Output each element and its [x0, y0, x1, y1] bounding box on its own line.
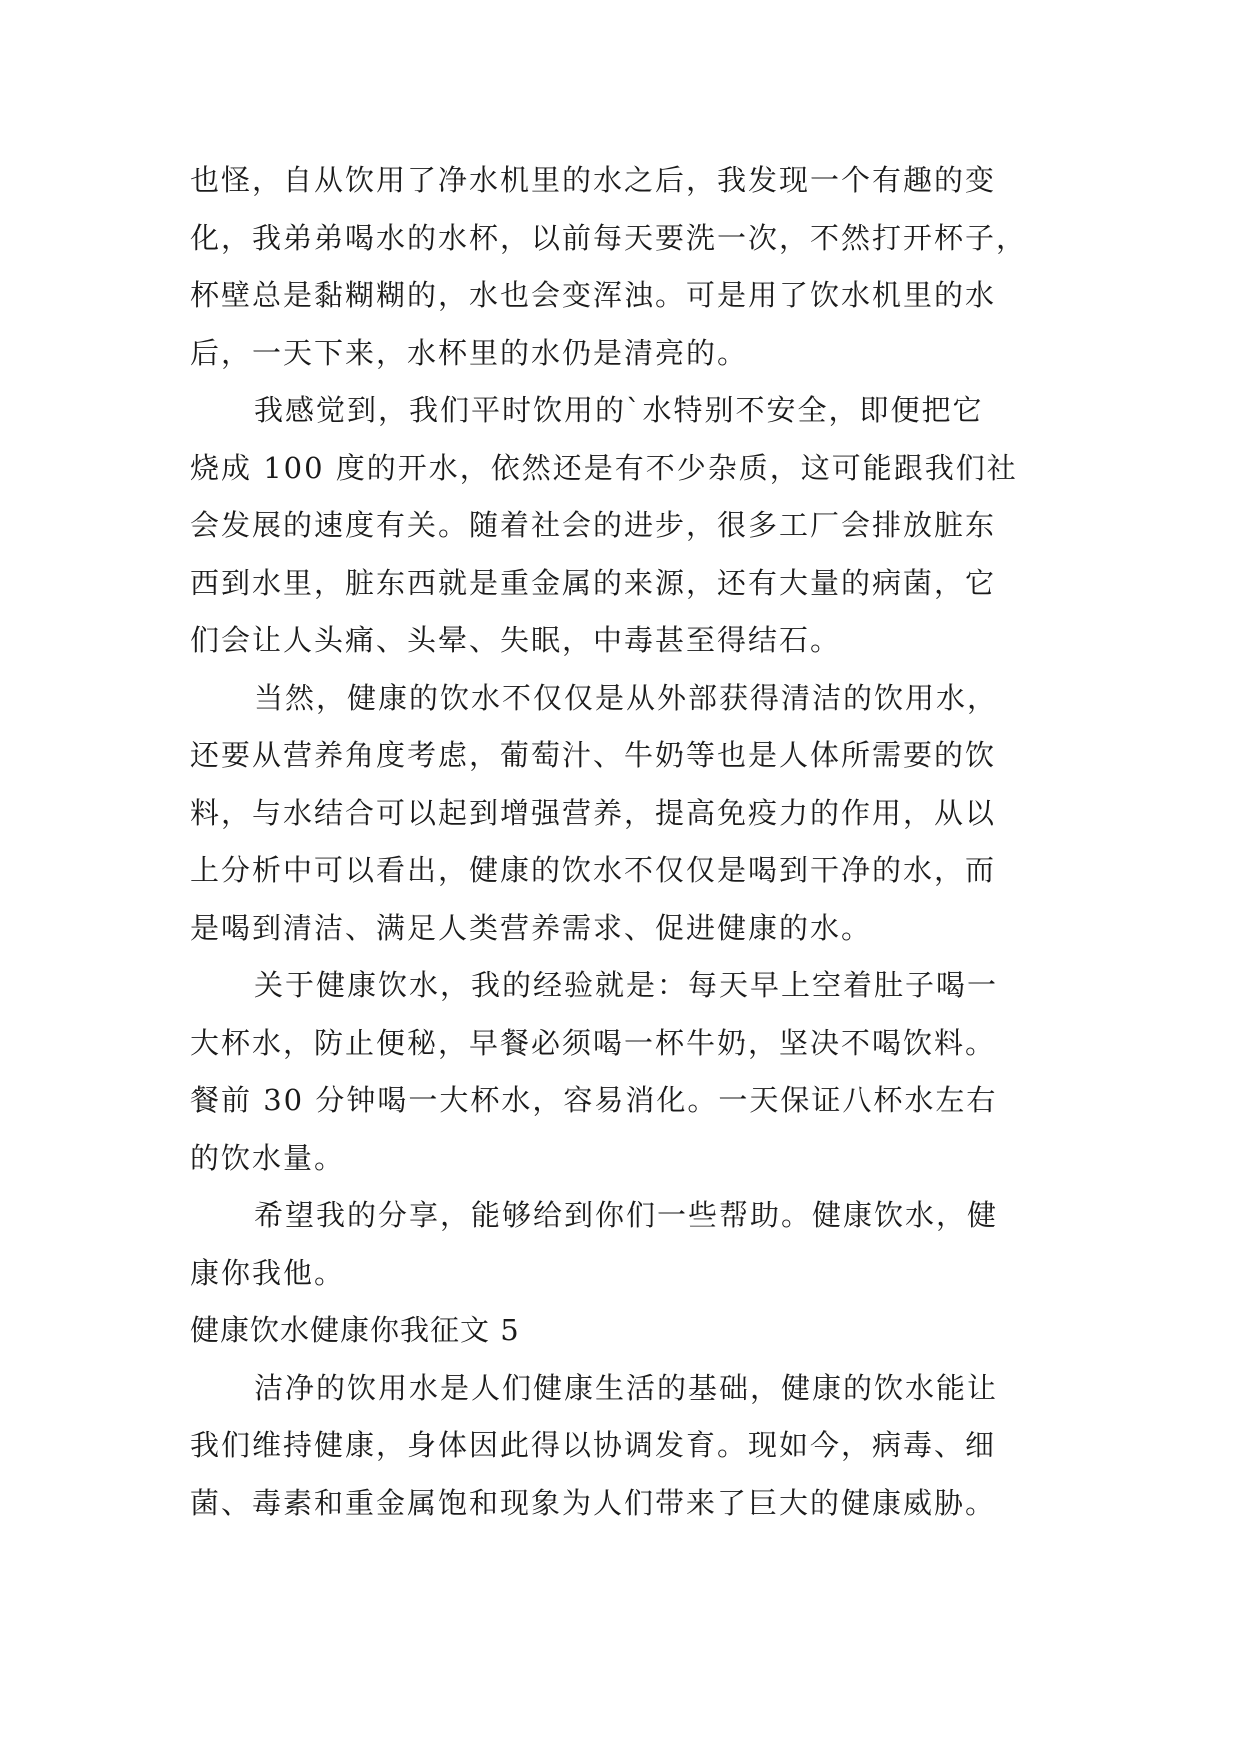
text-line: 是喝到清洁、满足人类营养需求、促进健康的水。 — [190, 910, 873, 945]
text-line: 我感觉到，我们平时饮用的`水特别不安全，即便把它 — [254, 393, 984, 427]
text-line: 我们维持健康，身体因此得以协调发育。现如今，病毒、细 — [190, 1428, 997, 1462]
paragraph — [190, 957, 1070, 1187]
text-line: 洁净的饮用水是人们健康生活的基础，健康的饮水能让 — [254, 1370, 999, 1405]
text-line: 烧成 100 度的开水，依然还是有不少杂质，这可能跟我们社 — [190, 450, 1018, 485]
text-line: 西到水里，脏东西就是重金属的来源，还有大量的病菌，它 — [190, 565, 997, 600]
text-line: 当然，健康的饮水不仅仅是从外部获得清洁的饮用水， — [254, 680, 999, 715]
text-line: 餐前 30 分钟喝一大杯水，容易消化。一天保证八杯水左右 — [190, 1083, 998, 1117]
text-line: 大杯水，防止便秘，早餐必须喝一杯牛奶，坚决不喝饮料。 — [190, 1025, 997, 1060]
text-line: 菌、毒素和重金属饱和现象为人们带来了巨大的健康威胁。 — [190, 1485, 997, 1520]
paragraph — [190, 382, 1070, 670]
section-title: 健康饮水健康你我征文 5 — [190, 1313, 520, 1347]
text-line: 康你我他。 — [190, 1255, 346, 1290]
text-line: 料，与水结合可以起到增强营养，提高免疫力的作用，从以 — [190, 795, 997, 830]
text-line: 杯壁总是黏糊糊的，水也会变浑浊。可是用了饮水机里的水 — [190, 278, 997, 312]
paragraph — [190, 1187, 1070, 1302]
text-line: 们会让人头痛、头晕、失眠，中毒甚至得结石。 — [190, 623, 842, 657]
text-line: 的饮水量。 — [190, 1140, 346, 1175]
text-line: 也怪，自从饮用了净水机里的水之后，我发现一个有趣的变 — [190, 163, 997, 197]
text-line: 上分析中可以看出，健康的饮水不仅仅是喝到干净的水，而 — [190, 853, 997, 887]
text-line: 还要从营养角度考虑，葡萄汁、牛奶等也是人体所需要的饮 — [190, 738, 997, 772]
text-line: 会发展的速度有关。随着社会的进步，很多工厂会排放脏东 — [190, 508, 997, 542]
paragraph — [190, 670, 1070, 958]
text-line: 希望我的分享，能够给到你们一些帮助。健康饮水，健 — [254, 1198, 999, 1232]
text-line: 化，我弟弟喝水的水杯，以前每天要洗一次，不然打开杯子， — [190, 220, 1028, 255]
text-line: 后，一天下来，水杯里的水仍是清亮的。 — [190, 335, 749, 370]
paragraph — [190, 1360, 1070, 1533]
paragraph — [190, 152, 1070, 382]
text-line: 关于健康饮水，我的经验就是：每天早上空着肚子喝一 — [254, 968, 999, 1002]
document-body — [190, 152, 1070, 1532]
